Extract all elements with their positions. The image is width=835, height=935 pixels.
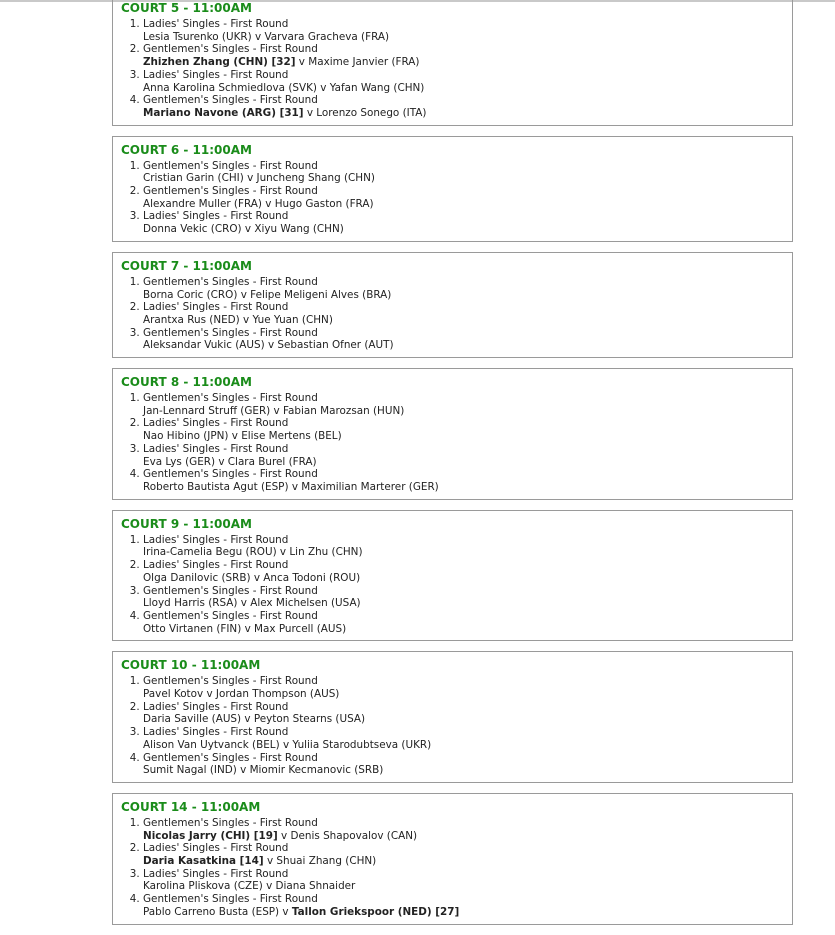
match-item	[143, 160, 784, 185]
match-event: 3. Ladies' Singles - First Round	[143, 726, 289, 739]
match-item	[143, 585, 784, 610]
player-one: Cristian Garin (CHI)	[143, 172, 244, 185]
match-item	[143, 210, 784, 235]
court-title: COURT 6 - 11:00AM	[121, 142, 252, 157]
player-one-seeded: Mariano Navone (ARG) [31]	[143, 106, 304, 119]
player-one-seeded: Zhizhen Zhang (CHN) [32]	[143, 56, 296, 69]
match-item	[143, 726, 784, 751]
player-one-seeded: Daria Kasatkina [14]	[143, 855, 264, 868]
match-item	[143, 868, 784, 893]
match-event: 1. Gentlemen's Singles - First Round	[143, 675, 318, 688]
match-item	[143, 701, 784, 726]
player-two: Clara Burel (FRA)	[227, 455, 317, 468]
match-event: 1. Ladies' Singles - First Round	[143, 533, 289, 546]
versus-separator: v	[215, 455, 228, 468]
player-two: Peyton Stearns (USA)	[253, 713, 366, 726]
player-two: Yafan Wang (CHN)	[329, 81, 425, 94]
versus-separator: v	[264, 339, 278, 352]
match-players	[143, 623, 784, 636]
match-event: 4. Gentlemen's Singles - First Round	[143, 94, 318, 107]
match-item	[143, 443, 784, 468]
versus-separator: v	[263, 855, 277, 868]
match-players	[143, 764, 784, 777]
match-players	[143, 739, 784, 752]
player-one: Borna Coric (CRO)	[143, 288, 238, 301]
match-event: 1. Ladies' Singles - First Round	[143, 18, 289, 30]
player-two: Miomir Kecmanovic (SRB)	[249, 764, 384, 777]
player-one: Pablo Carreno Busta (ESP)	[143, 905, 280, 918]
match-players	[143, 855, 784, 868]
match-item	[143, 534, 784, 559]
versus-separator: v	[250, 571, 264, 584]
match-list	[121, 817, 784, 919]
court-block	[112, 510, 793, 642]
player-one: Sumit Nagal (IND)	[143, 764, 237, 777]
player-two: Denis Shapovalov (CAN)	[290, 829, 418, 842]
match-players	[143, 830, 784, 843]
match-item	[143, 185, 784, 210]
match-players	[143, 314, 784, 327]
player-two: Alex Michelsen (USA)	[250, 597, 361, 610]
player-two: Juncheng Shang (CHN)	[256, 172, 375, 185]
match-event: 3. Ladies' Singles - First Round	[143, 442, 289, 455]
court-block	[112, 368, 793, 500]
match-event: 4. Gentlemen's Singles - First Round	[143, 609, 318, 622]
court-title: COURT 8 - 11:00AM	[121, 375, 252, 390]
court-block	[112, 793, 793, 925]
player-one: Anna Karolina Schmiedlova (SVK)	[143, 81, 317, 94]
player-one: Roberto Bautista Agut (ESP)	[143, 480, 289, 493]
player-one: Olga Danilovic (SRB)	[143, 571, 251, 584]
versus-separator: v	[237, 597, 251, 610]
court-title: COURT 10 - 11:00AM	[121, 658, 261, 673]
match-players	[143, 107, 784, 120]
match-players	[143, 880, 784, 893]
match-item	[143, 417, 784, 442]
versus-separator: v	[288, 480, 302, 493]
player-one: Otto Virtanen (FIN)	[143, 622, 242, 635]
player-two: Yuliia Starodubtseva (UKR)	[292, 738, 432, 751]
match-event: 2. Ladies' Singles - First Round	[143, 417, 289, 430]
player-one: Eva Lys (GER)	[143, 455, 216, 468]
court-title: COURT 14 - 11:00AM	[121, 799, 261, 814]
player-two: Xiyu Wang (CHN)	[254, 223, 344, 236]
player-one: Alison Van Uytvanck (BEL)	[143, 738, 280, 751]
match-players	[143, 223, 784, 236]
player-two: Hugo Gaston (FRA)	[274, 197, 374, 210]
player-two: Shuai Zhang (CHN)	[276, 855, 377, 868]
player-two: Maximilian Marterer (GER)	[301, 480, 439, 493]
versus-separator: v	[261, 197, 275, 210]
match-item	[143, 817, 784, 842]
player-two: Varvara Gracheva (FRA)	[264, 30, 390, 43]
match-event: 2. Ladies' Singles - First Round	[143, 301, 289, 314]
player-two: Maxime Janvier (FRA)	[308, 56, 420, 69]
versus-separator: v	[270, 404, 283, 417]
match-item	[143, 276, 784, 301]
match-item	[143, 468, 784, 493]
match-event: 1. Gentlemen's Singles - First Round	[143, 392, 318, 405]
match-players	[143, 289, 784, 302]
match-item	[143, 18, 784, 43]
match-event: 4. Gentlemen's Singles - First Round	[143, 468, 318, 481]
match-list	[121, 160, 784, 236]
versus-separator: v	[228, 430, 242, 443]
player-two: Sebastian Ofner (AUT)	[277, 339, 394, 352]
match-item	[143, 752, 784, 777]
match-item	[143, 43, 784, 68]
match-players	[143, 339, 784, 352]
match-players	[143, 172, 784, 185]
match-item	[143, 893, 784, 918]
player-two: Max Purcell (AUS)	[254, 622, 347, 635]
versus-separator: v	[236, 764, 250, 777]
player-two: Elise Mertens (BEL)	[241, 430, 342, 443]
player-one: Karolina Pliskova (CZE)	[143, 880, 263, 893]
court-title: COURT 9 - 11:00AM	[121, 516, 252, 531]
player-one: Lesia Tsurenko (UKR)	[143, 30, 252, 43]
player-two-seeded: Tallon Griekspoor (NED) [27]	[291, 905, 460, 918]
versus-separator: v	[243, 172, 257, 185]
player-one: Jan-Lennard Struff (GER)	[143, 404, 271, 417]
match-event: 3. Ladies' Singles - First Round	[143, 210, 289, 223]
versus-separator: v	[276, 546, 290, 559]
match-players	[143, 405, 784, 418]
versus-separator: v	[295, 56, 309, 69]
match-event: 4. Gentlemen's Singles - First Round	[143, 893, 318, 906]
match-players	[143, 82, 784, 95]
match-players	[143, 31, 784, 44]
player-one: Daria Saville (AUS)	[143, 713, 242, 726]
versus-separator: v	[303, 106, 317, 119]
match-list	[121, 18, 784, 120]
player-two: Fabian Marozsan (HUN)	[283, 404, 405, 417]
match-event: 2. Ladies' Singles - First Round	[143, 842, 289, 855]
versus-separator: v	[262, 880, 276, 893]
match-players	[143, 688, 784, 701]
match-event: 1. Gentlemen's Singles - First Round	[143, 275, 318, 288]
court-title: COURT 5 - 11:00AM	[121, 1, 252, 15]
match-item	[143, 69, 784, 94]
player-one: Pavel Kotov	[143, 688, 204, 701]
match-event: 1. Gentlemen's Singles - First Round	[143, 816, 318, 829]
player-two: Yue Yuan (CHN)	[252, 313, 333, 326]
player-one: Donna Vekic (CRO)	[143, 223, 242, 236]
match-players	[143, 456, 784, 469]
match-players	[143, 430, 784, 443]
player-two: Anca Todoni (ROU)	[263, 571, 361, 584]
versus-separator: v	[316, 81, 330, 94]
player-one-seeded: Nicolas Jarry (CHI) [19]	[143, 829, 278, 842]
match-item	[143, 675, 784, 700]
match-item	[143, 610, 784, 635]
match-event: 2. Ladies' Singles - First Round	[143, 559, 289, 572]
match-event: 2. Ladies' Singles - First Round	[143, 700, 289, 713]
match-item	[143, 559, 784, 584]
match-list	[121, 675, 784, 777]
player-one: Aleksandar Vukic (AUS)	[143, 339, 265, 352]
player-one: Lloyd Harris (RSA)	[143, 597, 238, 610]
player-one: Arantxa Rus (NED)	[143, 313, 240, 326]
match-players	[143, 481, 784, 494]
match-event: 2. Gentlemen's Singles - First Round	[143, 43, 318, 56]
match-event: 3. Gentlemen's Singles - First Round	[143, 326, 318, 339]
match-players	[143, 713, 784, 726]
player-two: Lin Zhu (CHN)	[289, 546, 363, 559]
court-block	[112, 0, 793, 126]
player-two: Jordan Thompson (AUS)	[215, 688, 340, 701]
match-players	[143, 546, 784, 559]
match-event: 3. Ladies' Singles - First Round	[143, 867, 289, 880]
court-block	[112, 136, 793, 242]
match-players	[143, 198, 784, 211]
match-list	[121, 534, 784, 636]
match-event: 3. Ladies' Singles - First Round	[143, 68, 289, 81]
match-event: 2. Gentlemen's Singles - First Round	[143, 185, 318, 198]
player-one: Irina-Camelia Begu (ROU)	[143, 546, 277, 559]
match-event: 4. Gentlemen's Singles - First Round	[143, 751, 318, 764]
player-two: Felipe Meligeni Alves (BRA)	[250, 288, 392, 301]
versus-separator: v	[237, 288, 251, 301]
player-two: Diana Shnaider	[275, 880, 356, 893]
order-of-play	[112, 0, 793, 935]
versus-separator: v	[279, 738, 293, 751]
match-item	[143, 94, 784, 119]
versus-separator: v	[241, 223, 255, 236]
match-item	[143, 327, 784, 352]
court-block	[112, 651, 793, 783]
match-list	[121, 392, 784, 494]
match-list	[121, 276, 784, 352]
versus-separator: v	[241, 713, 254, 726]
match-players	[143, 597, 784, 610]
match-item	[143, 301, 784, 326]
player-two: Lorenzo Sonego (ITA)	[316, 106, 427, 119]
player-one: Alexandre Muller (FRA)	[143, 197, 262, 210]
court-block	[112, 252, 793, 358]
versus-separator: v	[279, 905, 292, 918]
match-item	[143, 842, 784, 867]
court-title: COURT 7 - 11:00AM	[121, 258, 252, 273]
versus-separator: v	[203, 688, 216, 701]
match-event: 3. Gentlemen's Singles - First Round	[143, 584, 318, 597]
player-one: Nao Hibino (JPN)	[143, 430, 229, 443]
versus-separator: v	[251, 30, 265, 43]
match-event: 1. Gentlemen's Singles - First Round	[143, 159, 318, 172]
versus-separator: v	[239, 313, 253, 326]
match-players	[143, 572, 784, 585]
match-item	[143, 392, 784, 417]
versus-separator: v	[241, 622, 255, 635]
match-players	[143, 56, 784, 69]
versus-separator: v	[277, 829, 291, 842]
